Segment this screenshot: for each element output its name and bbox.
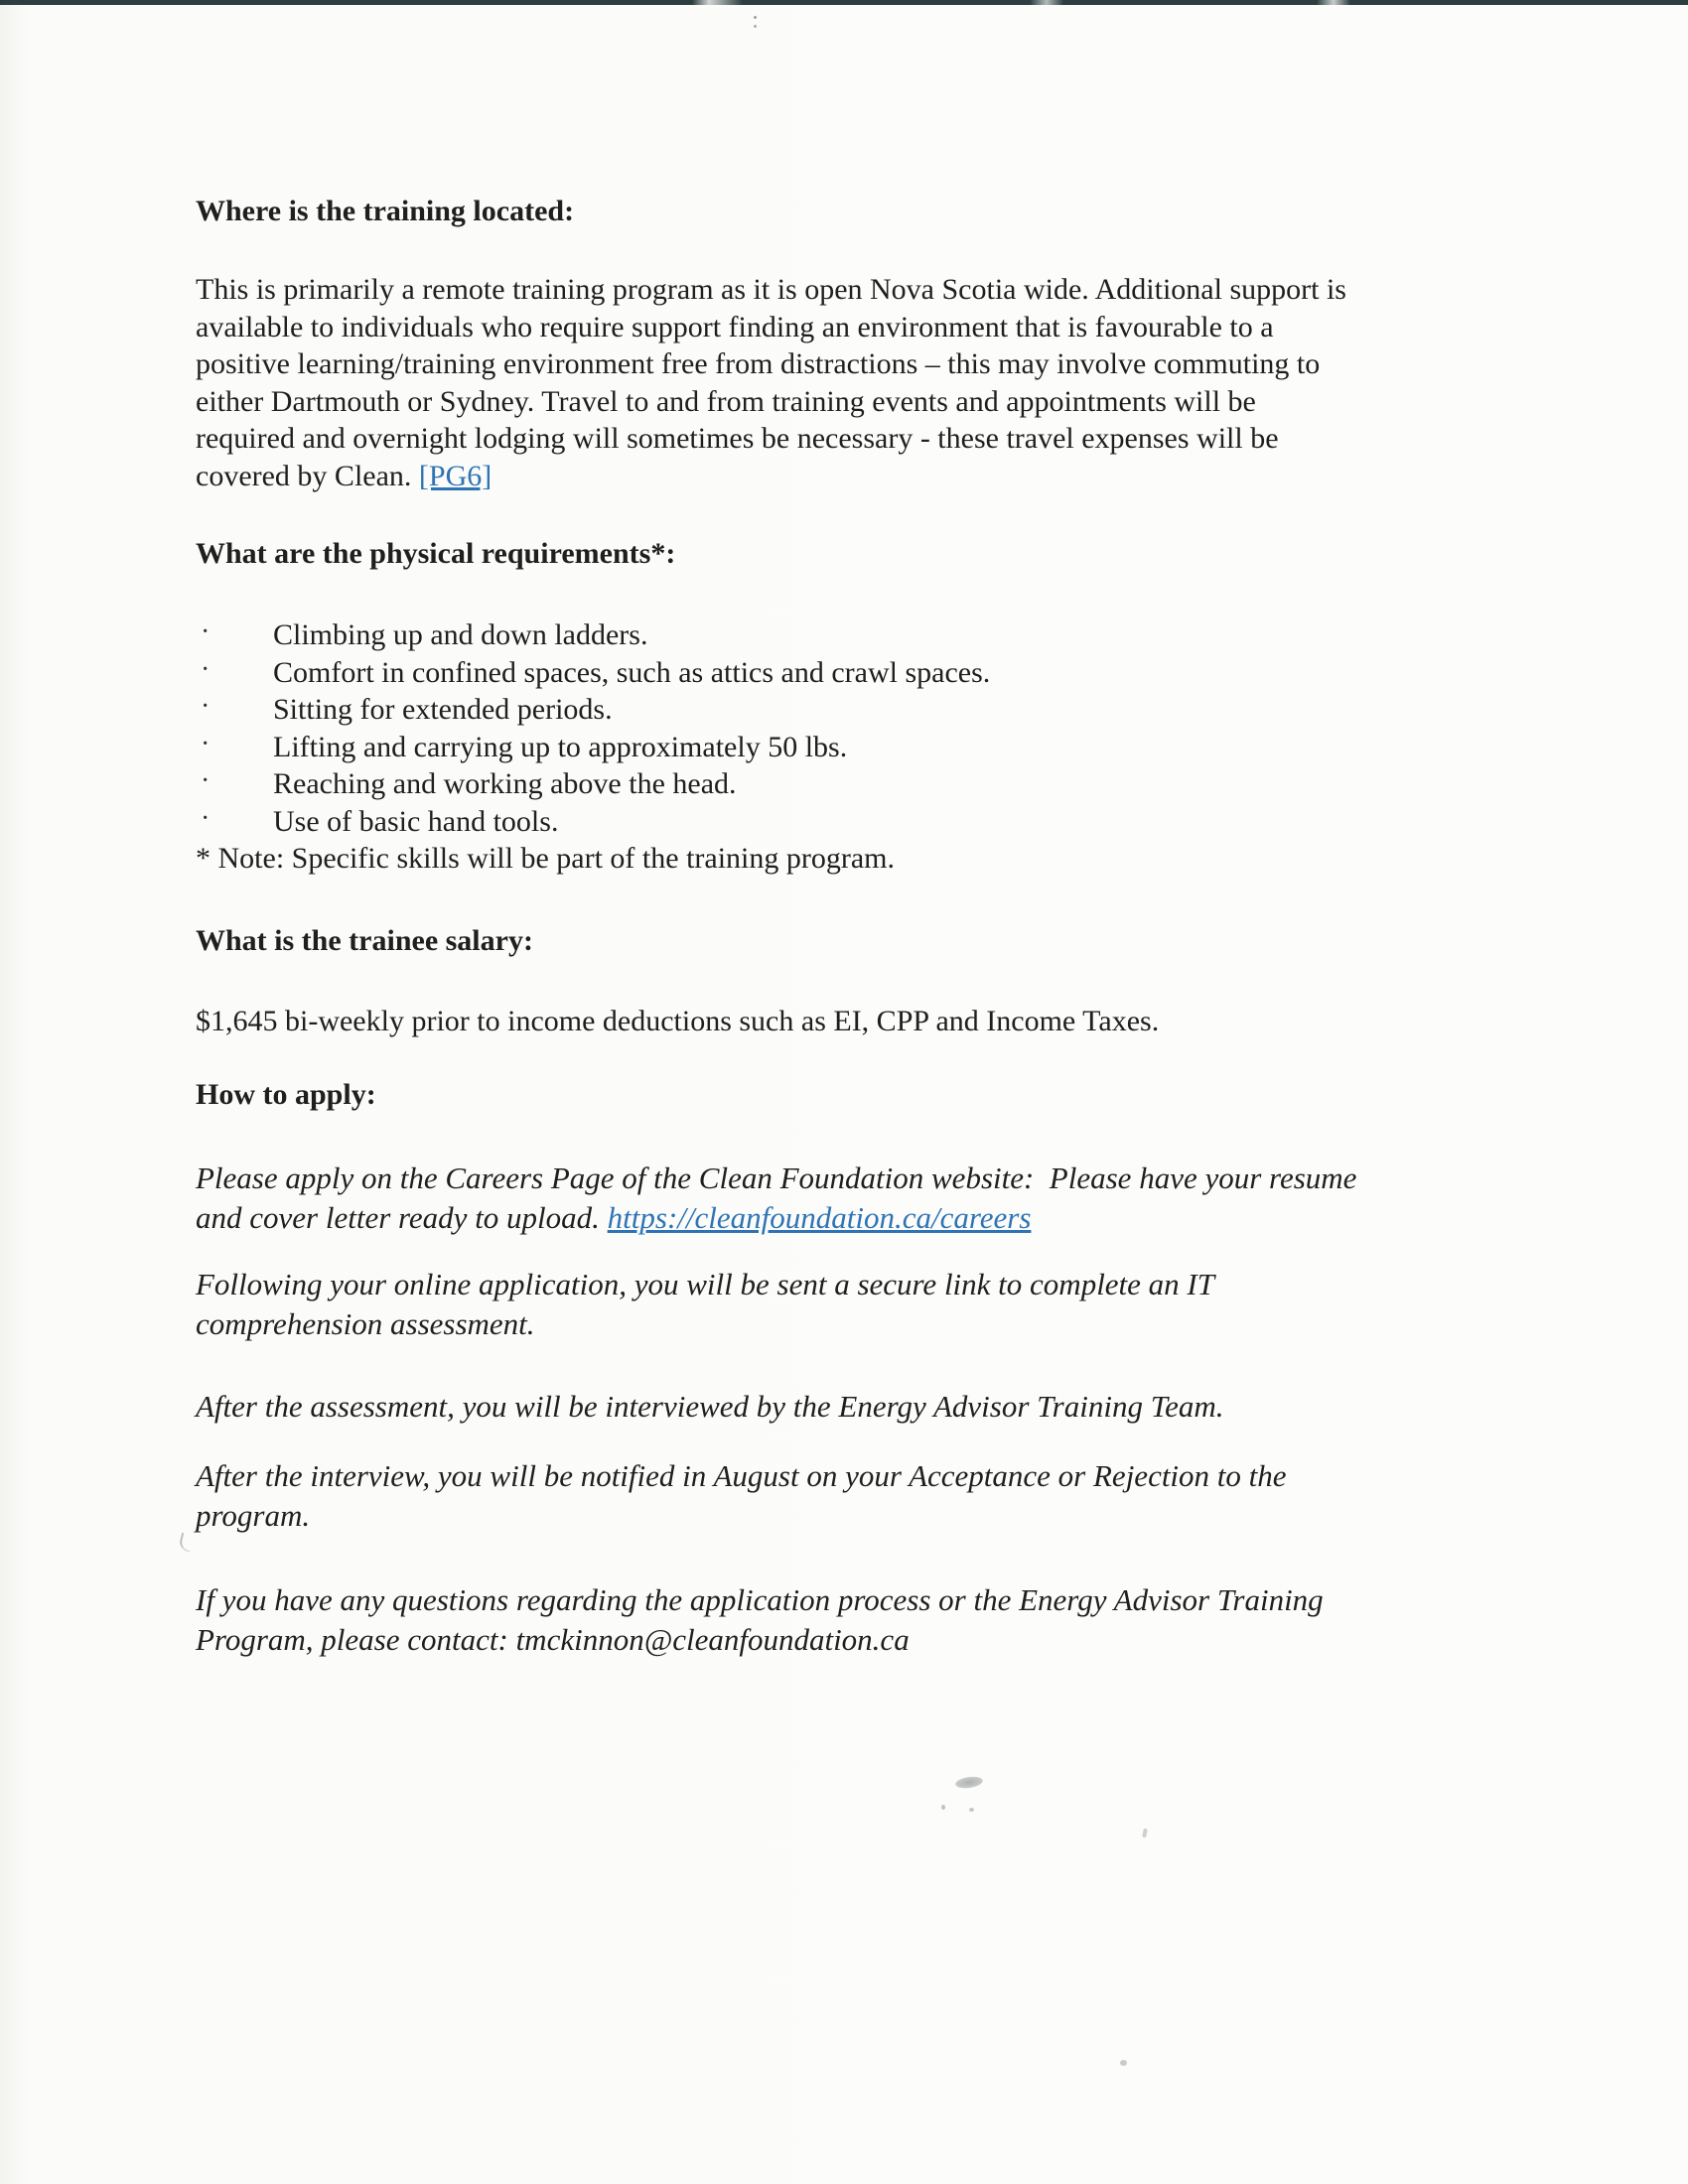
physical-requirements-heading: What are the physical requirements*: (196, 537, 676, 570)
apply-instructions-line1: Please apply on the Careers Page of the Clean Foundation website: Please have your resume (196, 1160, 1357, 1195)
apply-instructions-line2-text: and cover letter ready to upload. (196, 1200, 608, 1235)
physical-requirements-section (196, 616, 990, 878)
requirements-note: * Note: Specific skills will be part of the training program. (196, 842, 896, 875)
apply-instructions-paragraph (196, 1159, 1356, 1238)
scan-hook-mark (178, 1533, 194, 1552)
scan-smudge-dot (941, 1805, 945, 1810)
scan-fleck (1142, 1829, 1148, 1839)
notification-paragraph: After the interview, you will be notified in August on your Acceptance or Rejection to the program. (196, 1458, 1287, 1533)
location-heading: Where is the training located: (196, 195, 575, 227)
requirements-list: · Climbing up and down ladders. · Comfort in confined spaces, such as attics and crawl spaces. · Sitting for extended periods. · Lifting and carrying up to approximately 50 lbs. · Reaching and working above the head. · Use of basic hand tools. (196, 616, 990, 840)
location-paragraph-lines: This is primarily a remote training program as it is open Nova Scotia wide. Additional support is available to individuals who require support finding an environment that is favourable to a positive learning/training environment free from distractions – this may involve commuting to either Dartmouth or Sydney. Travel to and from training events and appointments will be required and overnight lodging will sometimes be necessary - these travel expenses will be (196, 273, 1346, 455)
salary-text: $1,645 bi-weekly prior to income deductions such as EI, CPP and Income Taxes. (196, 1005, 1160, 1037)
contact-paragraph: If you have any questions regarding the application process or the Energy Advisor Training Program, please contact: tmckinnon@cleanfoundation.ca (196, 1582, 1324, 1657)
pg6-comment-link[interactable]: [PG6] (418, 459, 492, 492)
location-last-line-text: covered by Clean. (196, 459, 419, 492)
scan-smudge-dot (969, 1808, 974, 1812)
scan-smudge (954, 1775, 983, 1790)
salary-heading: What is the trainee salary: (196, 924, 533, 957)
interview-paragraph: After the assessment, you will be interviewed by the Energy Advisor Training Team. (196, 1389, 1224, 1424)
scan-dot-bottom (1120, 2060, 1127, 2066)
scanner-edge-artifact (0, 0, 1688, 5)
assessment-link-paragraph: Following your online application, you will be sent a secure link to complete an IT comprehension assessment. (196, 1267, 1214, 1341)
careers-link[interactable]: https://cleanfoundation.ca/careers (607, 1200, 1032, 1235)
apply-instructions-line2 (196, 1198, 1356, 1238)
how-to-apply-heading: How to apply: (196, 1078, 376, 1111)
location-paragraph (196, 271, 1346, 494)
location-last-line (196, 458, 1346, 495)
scan-speck-top (754, 16, 757, 19)
